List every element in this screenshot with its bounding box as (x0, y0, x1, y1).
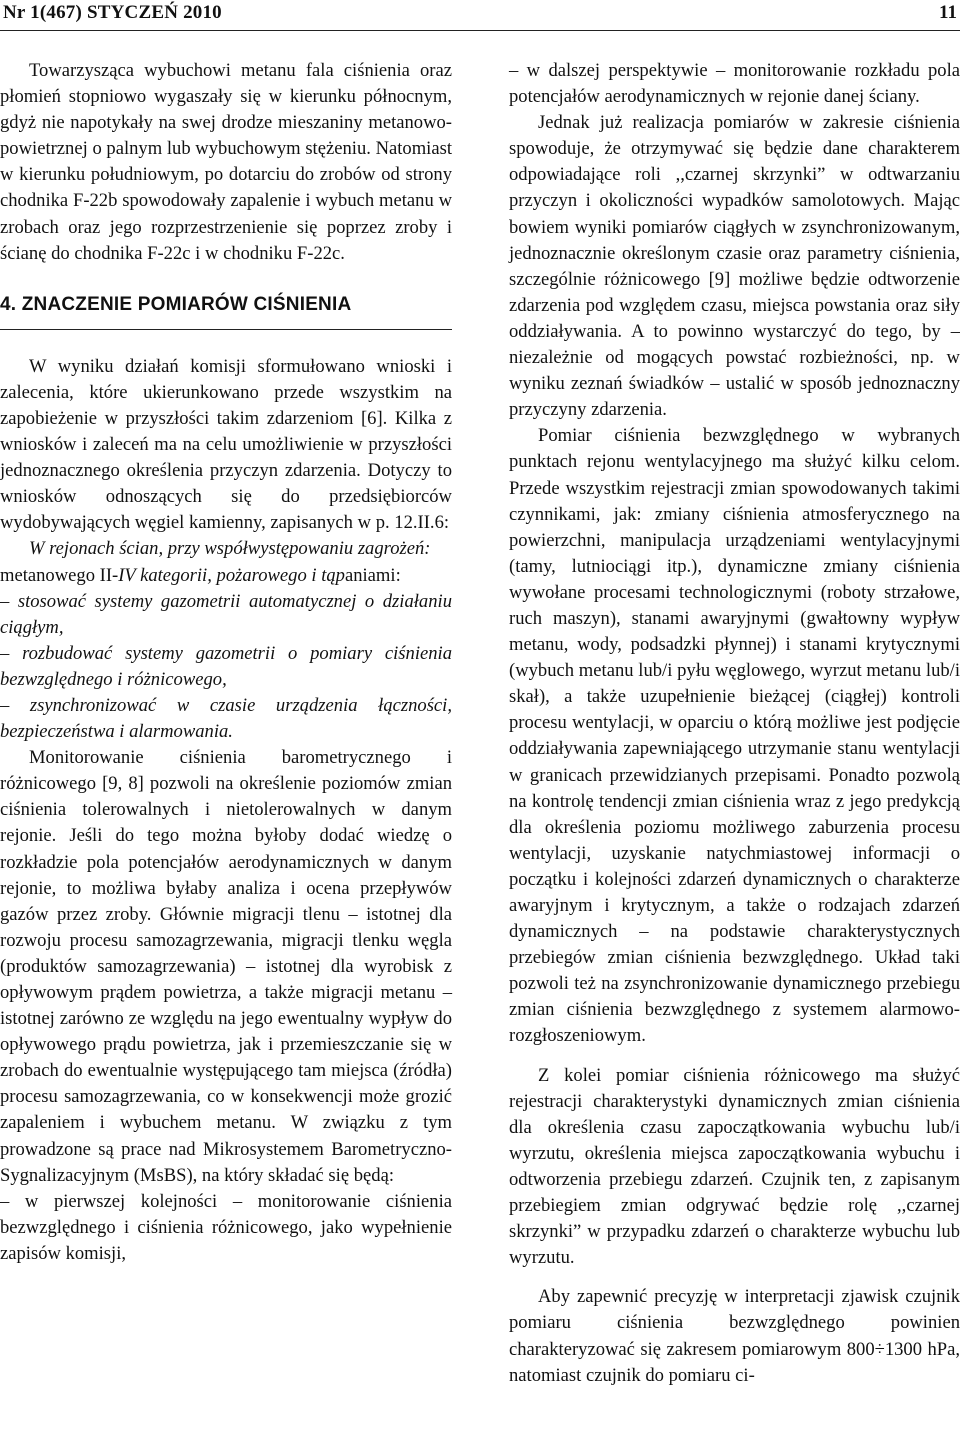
list-item (0, 589, 452, 641)
page-number: 11 (939, 2, 957, 23)
list-item: – zsynchronizować w czasie urządzenia łączności, bezpieczeństwa i alarmowania. (0, 694, 452, 743)
paragraph: Z kolei pomiar ciśnienia różnicowego ma służyć rejestracji charakterystyki dynamicznych zmian ciśnienia dla określenia czasu zapoczątkowania wybuchu lub/i wyrzutu, określenia miejsca zapoczątkowania wybuchu i odtworzenia przebiegu zdarzeń. Czujnik ten, z zapisanym przebiegiem zmian odgrywać będzie rolę ,,czarnej skrzynki” w przypadku zdarzeń o charakterze wybuchu lub wyrzutu. (509, 1064, 960, 1269)
paragraph: Pomiar ciśnienia bezwzględnego w wybranych punktach rejonu wentylacyjnego ma służyć kilku celom. Przede wszystkim rejestracji zmian spowodowanych takimi czynnikami, jak: zmiany ciśnienia atmosferycznego na powierzchni, manipulacja urządzeniami wentylacyjnymi (tamy, lutniociągi itp.), dynamiczne zmiany ciśnienia wywołane procesami technologicznymi (roboty strzałowe, ruch maszyn), stanami awaryjnymi (gwałtowny wypływ metanu, wody, podsadzki płynnej) i stanami krytycznymi (wybuch metanu lub/i pyłu węglowego, wyrzut metanu lub/i skał), a także uzupełnienie bieżącej (ciągłej) kontroli procesu wentylacji, w oparciu o którą możliwe jest podjęcie oddziaływania zapewniającego utrzymanie stanu wentylacji w granicach przewidzianych przepisami. Ponadto pozwolą na kontrolę tendencji zmian ciśnienia wraz z jego predykcją dla określenia poziomu możliwego zaburzenia procesu wentylacji, uzyskanie natychmiastowej informacji o początku i kolejności zdarzeń dynamicznych o charakterze awaryjnym i krytycznym, a także o rodzajach zdarzeń dynamicznych – na podstawie charakterystycznych przebiegów zmian ciśnienia bezwzględnego. Układ taki pozwoli też na zsynchronizowanie dynamicznego przebiegu zmian ciśnienia bezwzględnego z systemem alarmowo-rozgłoszeniowym. (509, 425, 960, 1047)
right-column (509, 58, 960, 1389)
paragraph: Towarzysząca wybuchowi metanu fala ciśnienia oraz płomień stopniowo wygaszały się w kierunku północnym, gdyż nie napotykały na swej drodze mieszaniny metanowo-powietrznej o palnym lub wybuchowym stężeniu. Natomiast w kierunku południowym, po dotarciu do zrobów od strony chodnika F-22b spowodowały zapalenie i wybuch metanu w zrobach oraz jego rozprzestrzenienie się poprzez zroby i ścianę do chodnika F-22c i w chodniku F-22c. (0, 60, 452, 264)
issue-label: Nr 1(467) STYCZEŃ 2010 (3, 2, 222, 23)
list-item-text: – stosować systemy gazometrii automatycznej o dzia (0, 590, 414, 612)
text-run-italic: IV kategorii, pożarowego i tąp (118, 564, 345, 586)
paragraph: Aby zapewnić precyzję w interpretacji zjawisk czujnik pomiaru ciśnienia bezwzględnego powinien charakteryzować się zakresem pomiarowym 800÷1300 hPa, natomiast czujnik do pomiaru ci- (509, 1286, 960, 1386)
list-item: – w pierwszej kolejności – monitorowanie ciśnienia bezwzględnego i ciśnienia różnicowego, jako wypełnienie zapisów komisji, (0, 1190, 452, 1264)
list-item: – w dalszej perspektywie – monitorowanie rozkładu pola potencjałów aerodynamicznych w rejonie danej ściany. (509, 60, 960, 108)
running-head (0, 0, 960, 31)
paragraph: Jednak już realizacja pomiarów w zakresie ciśnienia spowoduje, że otrzymywać się będzie dane charakterem odpowiadające roli ,,czarnej skrzynki” w odtwarzaniu przyczyn i okoliczności wypadków samolotowych. Mając bowiem wyniki pomiarów ciągłych w zsynchronizowanym, jednoznacznie określonym czasie oraz parametry ciśnienia, szczególnie różnicowego [9] możliwe będzie odtworzenie zdarzenia pod względem czasu, miejsca powstania oraz siły oddziaływania. A to powinno wystarczyć do tego, by – niezależnie od mogących powstać rozbieżności, np. w wyniku zeznań świadków – ustalić w sposób jednoznaczny przyczyny zdarzenia. (509, 112, 960, 421)
paragraph: Monitorowanie ciśnienia barometrycznego i różnicowego [9, 8] pozwoli na określenie poziomów zmian ciśnienia tolerowalnych i nietolerowalnych w danym rejonie. Jeśli do tego można byłoby dodać wiedzę o rozkładzie pola potencjałów aerodynamicznych w danym rejonie, to możliwa byłaby analiza i ocena przepływów gazów przez zroby. Głównie migracji tlenu – istotnej dla rozwoju procesu samozagrzewania, migracji tlenku węgla (produktów samozagrzewania) – istotnej dla wyrobisk z opływowym prądem powietrza, a także migracji metanu – istotnej zarówno ze względu na jego ewentualny wypływ do opływowego prądu powietrza, jak i przemieszczanie się w zrobach do ewentualnie występującego tam miejsca (źródła) procesu samozagrzewania, co w konsekwencji może grozić zapaleniem i wybuchem metanu. W związku z tym prowadzone są prace nad Mikrosystemem Barometryczno-Sygnalizacyjnym (MsBS), na który składać się będą: (0, 747, 452, 1186)
paragraph-italic: W rejonach ścian, przy współwystępowaniu zagrożeń: (29, 538, 431, 560)
list-item-text: łaniu ciągłym, (0, 590, 452, 638)
text-run: metanowego II- (0, 564, 119, 586)
paragraph: W wyniku działań komisji sformułowano wnioski i zalecenia, które ukierunkowano przede wszystkim na zapobieżenie w przyszłości takim zdarzeniom [6]. Kilka z wniosków i zaleceń ma na celu umożliwienie w przyszłości jednoznacznego określenia przyczyn zdarzenia. Dotyczy to wniosków odnoszących się do przedsiębiorców wydobywających węgiel kamienny, zapisanych w p. 12.II.6: (0, 355, 452, 534)
paragraph (0, 563, 452, 589)
list-item: – rozbudować systemy gazometrii o pomiary ciśnienia bezwzględnego i różnicowego, (0, 642, 452, 690)
text-run: aniami: (344, 564, 401, 586)
left-column (0, 58, 452, 1267)
section-heading: 4. ZNACZENIE POMIARÓW CIŚNIENIA (0, 293, 452, 330)
